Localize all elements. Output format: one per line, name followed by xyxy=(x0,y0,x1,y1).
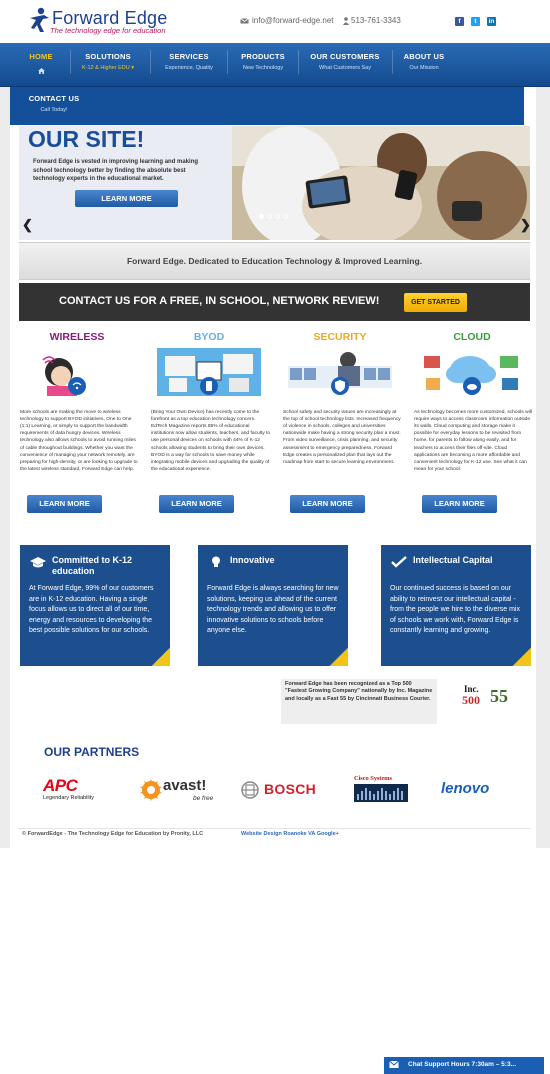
nav-item-services[interactable] xyxy=(158,52,220,71)
corner-accent xyxy=(513,648,531,666)
twitter-icon[interactable]: t xyxy=(471,17,480,26)
email-contact[interactable] xyxy=(240,16,334,25)
nav-item-products[interactable] xyxy=(232,52,294,71)
nav-divider xyxy=(392,50,393,74)
home-icon xyxy=(38,68,45,74)
cisco-logo[interactable] xyxy=(354,775,409,805)
nav-item-about[interactable] xyxy=(398,52,450,71)
hero-title: OUR SITE! xyxy=(28,126,145,152)
nav-solutions-label: SOLUTIONS xyxy=(85,52,131,61)
lightbulb-icon xyxy=(208,556,224,568)
inc-logo-text: Inc. xyxy=(464,684,479,694)
inc-500-fast-55-logo xyxy=(462,684,514,710)
nav-services-label: SERVICES xyxy=(169,52,209,61)
value-box-capital xyxy=(381,545,531,666)
get-started-button[interactable]: GET STARTED xyxy=(404,293,467,312)
value-box-title: Intellectual Capital xyxy=(413,555,493,565)
value-box-text: Our continued success is based on our ability to reinvest our intellectual capital - from the people we hire to the diverse mix of schools we work with, Forward Edge is constantly learning and growing. xyxy=(390,585,520,634)
phone-contact[interactable] xyxy=(343,16,401,25)
cloud-image xyxy=(420,348,524,396)
value-box-text: At Forward Edge, 99% of our customers are in K-12 education. Having a single focus allows us to direct all of our time, energy and resources to developing the best possible solutions for our schools. xyxy=(29,585,154,634)
bosch-armature-icon xyxy=(241,781,259,799)
nav-divider xyxy=(298,50,299,74)
avast-orb-icon xyxy=(139,778,163,802)
linkedin-icon[interactable]: in xyxy=(488,18,495,25)
nav-solutions-sub-text: K-12 & Higher EDU xyxy=(82,65,130,71)
nav-item-solutions[interactable] xyxy=(76,52,140,71)
slider-dot[interactable] xyxy=(275,214,280,219)
email-text[interactable]: info@forward-edge.net xyxy=(252,16,334,25)
person-icon xyxy=(343,17,349,25)
security-image xyxy=(288,348,392,396)
feature-text-wireless: More schools are making the move to wireless technology to support BYOD initiatives, One to One (1:1) Learning, or simply to support the bandwidth requirements of data hungry devices. Wireless technology also allows schools to avoid running miles of cable throughout buildings. Whether you want the convenience of managing your network remotely, are preparing for high-density, or are looking to upgrade to the latest wireless standard, Forward Edge can help. xyxy=(20,410,138,472)
nav-item-home[interactable] xyxy=(26,52,56,79)
byod-learn-more-button[interactable]: LEARN MORE xyxy=(159,495,234,513)
footer-copyright: © ForwardEdge - The Technology Edge for Education by Pronity, LLC xyxy=(22,831,204,837)
slider-dot[interactable] xyxy=(267,214,272,219)
nav-customers-label: OUR CUSTOMERS xyxy=(310,52,380,61)
feature-text-byod: (Bring Your Own Device) has recently come to the forefront as a top education technology concern. EdTech Magazine reports 85% of educational institutions now allow students, teachers, and faculty to use personal devices on schools with 44% of K-12 schools allowing students to bring their own devices. BYOD is a way for schools to save money while integrating mobile devices and upgrading the quality of the educational experience. xyxy=(151,410,271,472)
value-box-k12 xyxy=(20,545,170,666)
nav-solutions-sub xyxy=(76,65,140,71)
cloud-learn-more-button[interactable]: LEARN MORE xyxy=(422,495,497,513)
hero-photo xyxy=(232,126,530,240)
nav-services-sub: Experience, Quality xyxy=(165,65,213,71)
nav-contact-label: CONTACT US xyxy=(28,94,80,103)
value-box-title: Committed to K-12 education xyxy=(52,555,133,577)
apc-tagline: Legendary Reliability xyxy=(43,795,95,801)
page-blank-area xyxy=(0,848,550,1074)
feature-text-security: School safety and security issues are increasingly at the top of school technology lists. Increased frequency of violence in schools, colleges and universities nationwide make having a strong security plan a must. From video surveillance, crisis planning, and security assessment to emergency preparedness, Forward Edge creates a personalized plan that lays out the roadmap from start to secure learning environment. xyxy=(283,410,401,465)
footer-divider xyxy=(18,828,530,829)
phone-text[interactable]: 513-761-3343 xyxy=(351,16,401,25)
avast-logo[interactable] xyxy=(139,775,221,807)
nav-item-contact[interactable] xyxy=(26,94,82,113)
footer-design-link[interactable]: Website Design Roanoke VA Google+ xyxy=(241,831,339,837)
bosch-logo[interactable] xyxy=(241,780,321,802)
slider-prev-arrow-icon[interactable]: ❮ xyxy=(22,217,33,232)
chat-support-text[interactable]: Chat Support Hours 7:30am – 5:3... xyxy=(408,1061,516,1068)
feature-text-cloud: As technology becomes more customized, schools will require ways to access classroom information outside its walls. Cloud computing and storage make it possible for everyday lessons to be revisited from home, for parents to follow along easily, and for teachers to access their files off-site. Cloud applications are becoming a more affordable and convenient technology for K-12 use. See what it can mean for your school. xyxy=(414,410,532,472)
apc-logo-text: APC xyxy=(43,776,78,795)
security-learn-more-button[interactable]: LEARN MORE xyxy=(290,495,365,513)
nav-divider xyxy=(227,50,228,74)
nav-products-label: PRODUCTS xyxy=(241,52,285,61)
fast-55-text: 55 xyxy=(490,686,508,706)
recognition-text: Forward Edge has been recognized as a Top 500 "Fastest Growing Company" nationally by Inc. Magazine and locally as a Fast 55 by Cincinnati Business Courier. xyxy=(285,681,433,702)
nav-divider xyxy=(70,50,71,74)
slider-dot[interactable] xyxy=(283,214,288,219)
nav-divider xyxy=(150,50,151,74)
slider-next-arrow-icon[interactable]: ❯ xyxy=(520,217,531,232)
nav-home-label: HOME xyxy=(29,52,53,61)
nav-customers-sub: What Customers Say xyxy=(319,65,371,71)
caret-down-icon: ▾ xyxy=(131,65,134,71)
facebook-icon[interactable]: f xyxy=(455,17,464,26)
envelope-icon xyxy=(240,18,249,24)
byod-image xyxy=(157,348,261,396)
apc-logo[interactable] xyxy=(43,776,105,806)
corner-accent xyxy=(152,648,170,666)
value-box-title: Innovative xyxy=(230,555,275,565)
checkmark-icon xyxy=(391,556,407,568)
tagline-text: Forward Edge. Dedicated to Education Technology & Improved Learning. xyxy=(126,256,422,266)
brand-name[interactable]: Forward Edge xyxy=(52,8,168,28)
page-gutter-left xyxy=(0,87,10,848)
feature-title-wireless: WIRELESS xyxy=(49,331,105,343)
corner-accent xyxy=(330,648,348,666)
wireless-learn-more-button[interactable]: LEARN MORE xyxy=(27,495,102,513)
cta-text: CONTACT US FOR A FREE, IN SCHOOL, NETWORK REVIEW! xyxy=(59,295,380,307)
nav-about-sub: Our Mission xyxy=(409,65,439,71)
cisco-bars-icon xyxy=(354,782,408,802)
brand-tagline: The technology edge for education xyxy=(50,26,166,35)
feature-title-cloud: CLOUD xyxy=(453,331,491,343)
lenovo-logo[interactable]: lenovo xyxy=(441,780,490,797)
graduation-cap-icon xyxy=(30,556,46,568)
avast-tagline: be free xyxy=(193,795,214,802)
logo-figure-icon[interactable] xyxy=(28,7,50,33)
hero-photo-illustration xyxy=(232,126,530,240)
slider-dot-active[interactable] xyxy=(259,214,264,219)
nav-contact-sub: Call Today! xyxy=(40,107,68,113)
avast-logo-text: avast! xyxy=(163,777,207,794)
page-gutter-right xyxy=(536,87,550,848)
value-box-text: Forward Edge is always searching for new solutions, keeping us ahead of the current technology trends and allowing us to offer innovative solutions to schools before anyone else. xyxy=(207,585,339,634)
hero-learn-more-button[interactable]: LEARN MORE xyxy=(75,190,178,207)
envelope-icon xyxy=(389,1060,399,1069)
feature-title-byod: BYOD xyxy=(193,331,225,343)
partners-title: OUR PARTNERS xyxy=(44,745,140,759)
bosch-logo-text: BOSCH xyxy=(264,781,317,797)
wireless-image xyxy=(25,348,129,396)
nav-products-sub: New Technology xyxy=(242,65,284,71)
cisco-logo-text: Cisco Systems xyxy=(354,775,392,782)
nav-item-customers[interactable] xyxy=(305,52,385,71)
main-nav-second-row xyxy=(10,87,524,125)
value-box-innovative xyxy=(198,545,348,666)
nav-about-label: ABOUT US xyxy=(403,52,445,61)
hero-text: Forward Edge is vested in improving learning and making school technology better by finding the absolute best technology experts in the educational market. xyxy=(33,159,199,183)
feature-title-security: SECURITY xyxy=(313,331,367,343)
inc-500-text: 500 xyxy=(462,693,480,707)
